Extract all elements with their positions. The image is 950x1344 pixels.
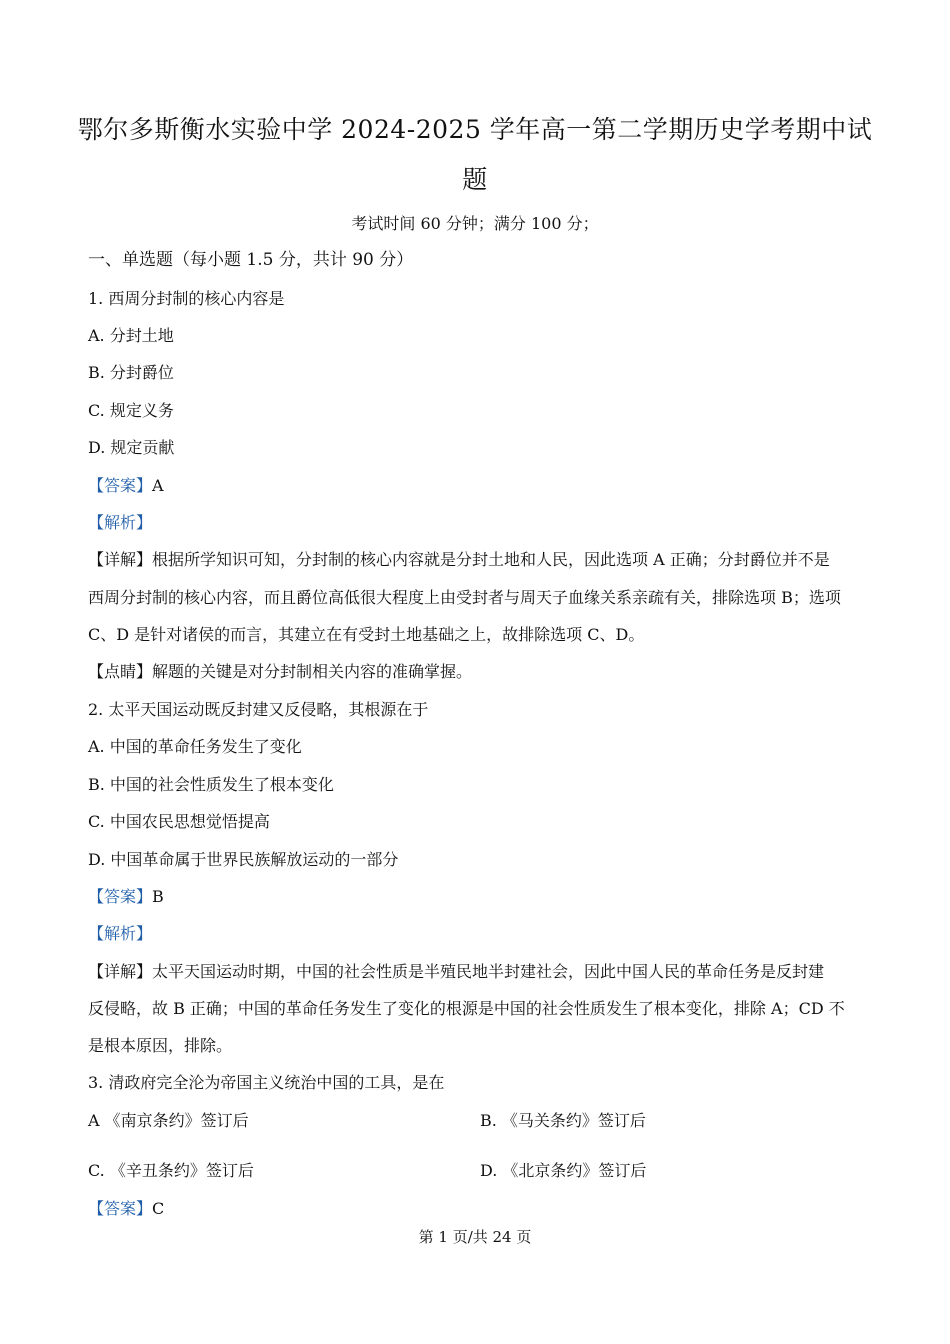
q1-detail-line-1 (88, 548, 878, 572)
q2-option-c: C. 中国农民思想觉悟提高 (88, 812, 270, 831)
answer-label: 【答案】 (88, 476, 153, 495)
q2-stem: 2. 太平天国运动既反封建又反侵略，其根源在于 (88, 700, 429, 719)
q2-detail-line-3: 是根本原因，排除。 (88, 1036, 233, 1055)
q1-detail-line-3: C、D 是针对诸侯的而言，其建立在有受封土地基础之上，故排除选项 C、D。 (88, 625, 645, 644)
q2-detail-line-2: 反侵略，故 B 正确；中国的革命任务发生了变化的根源是中国的社会性质发生了根本变化，排除 A；CD 不 (88, 999, 845, 1018)
detail-label: 【详解】 (88, 550, 153, 569)
q1-detail-line-2: 西周分封制的核心内容，而且爵位高低很大程度上由受封者与周天子血缘关系亲疏有关，排除选项 B；选项 (88, 588, 841, 607)
q1-detail-text-1: 根据所学知识可知，分封制的核心内容就是分封土地和人民，因此选项 A 正确；分封爵位并不是 (152, 550, 830, 569)
answer-label: 【答案】 (88, 887, 153, 906)
detail-label: 【详解】 (88, 962, 153, 981)
q1-option-b: B. 分封爵位 (88, 363, 174, 382)
analysis-label: 【解析】 (88, 513, 153, 532)
q1-answer-value: A (152, 476, 164, 495)
q1-answer (88, 474, 878, 498)
q3-option-a: A 《南京条约》签订后 (88, 1111, 249, 1130)
section-title: 一、单选题（每小题 1.5 分，共计 90 分） (88, 250, 414, 270)
q2-detail-line-1 (88, 960, 878, 984)
exam-info: 考试时间 60 分钟；满分 100 分； (351, 214, 599, 233)
q2-answer-value: B (152, 887, 164, 906)
q3-answer-value: C (152, 1199, 165, 1218)
q3-stem: 3. 清政府完全沦为帝国主义统治中国的工具，是在 (88, 1073, 445, 1092)
q3-answer (88, 1197, 878, 1221)
q1-option-a: A. 分封土地 (88, 326, 174, 345)
analysis-label: 【解析】 (88, 924, 153, 943)
q3-option-b: B. 《马关条约》签订后 (480, 1111, 646, 1130)
q1-analysis (88, 511, 878, 535)
tip-label: 【点睛】 (88, 662, 153, 681)
q1-option-c: C. 规定义务 (88, 401, 174, 420)
q2-analysis (88, 922, 878, 946)
q3-option-c: C. 《辛丑条约》签订后 (88, 1161, 254, 1180)
q2-detail-text-1: 太平天国运动时期，中国的社会性质是半殖民地半封建社会，因此中国人民的革命任务是反封建 (152, 962, 825, 981)
q3-option-d: D. 《北京条约》签订后 (480, 1161, 647, 1180)
document-title-line-2: 题 (462, 165, 488, 194)
q1-tip (88, 660, 878, 684)
q1-option-d: D. 规定贡献 (88, 438, 175, 457)
q2-option-d: D. 中国革命属于世界民族解放运动的一部分 (88, 850, 399, 869)
q1-stem: 1. 西周分封制的核心内容是 (88, 289, 285, 308)
q2-option-b: B. 中国的社会性质发生了根本变化 (88, 775, 334, 794)
document-title-line-1: 鄂尔多斯衡水实验中学 2024-2025 学年高一第二学期历史学考期中试 (77, 115, 873, 144)
q2-answer (88, 885, 878, 909)
q1-tip-text: 解题的关键是对分封制相关内容的准确掌握。 (152, 662, 473, 681)
q2-option-a: A. 中国的革命任务发生了变化 (88, 737, 302, 756)
answer-label: 【答案】 (88, 1199, 153, 1218)
page-number: 第 1 页/共 24 页 (418, 1228, 532, 1246)
